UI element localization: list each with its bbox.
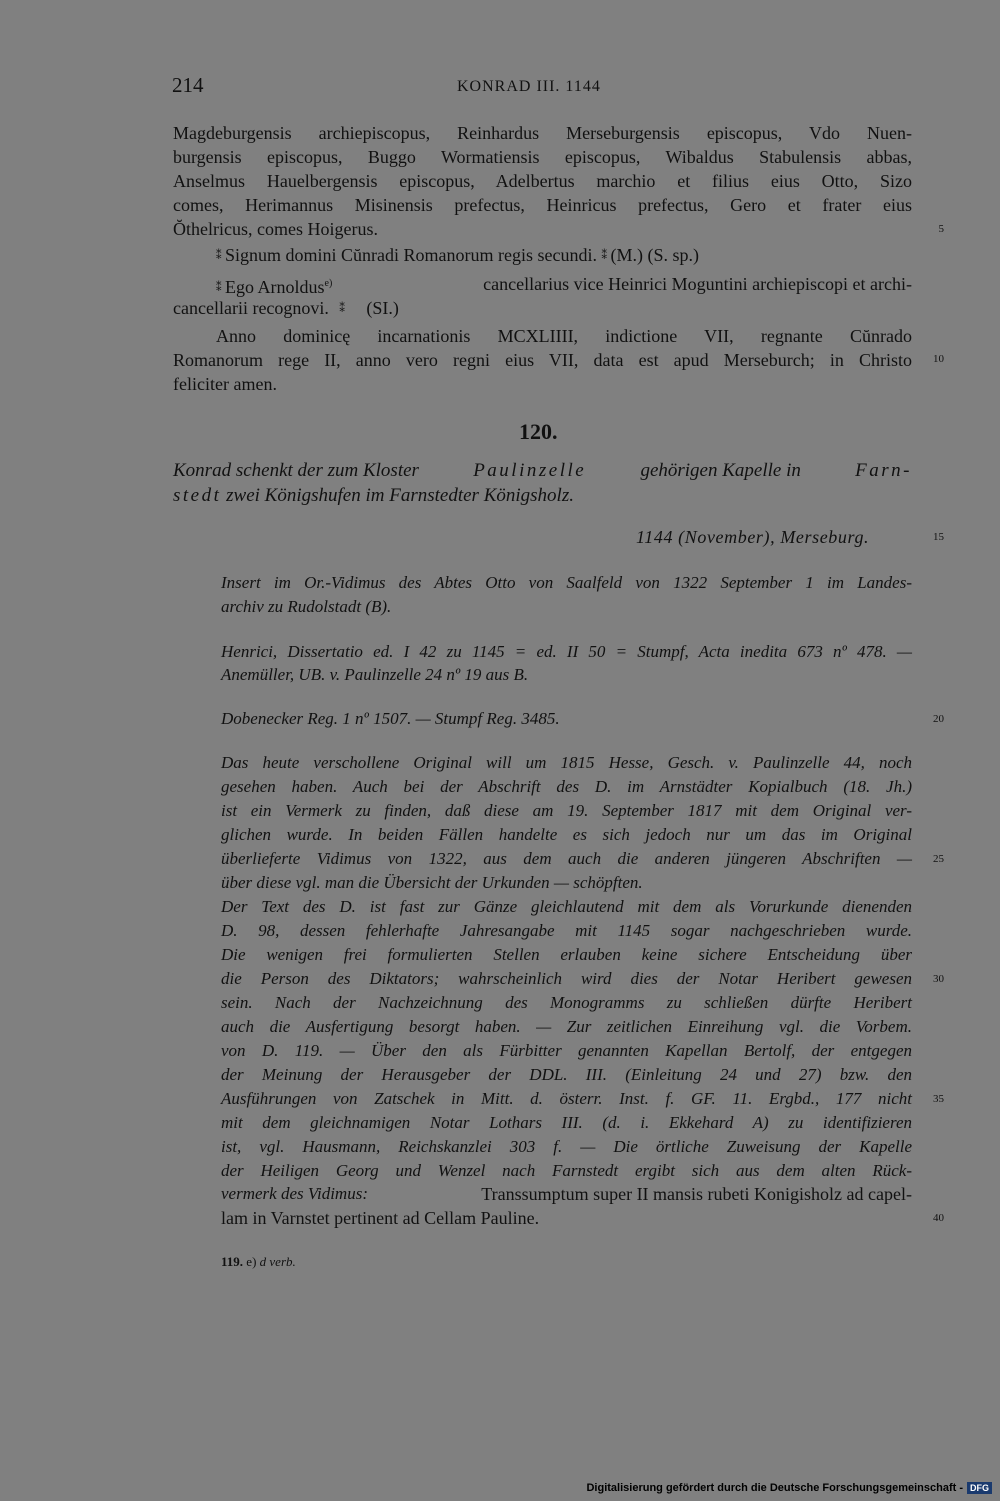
commentary-line: sein. Nach der Nachzeichnung des Monogramms zu schließen dürfte Heribert [221, 993, 912, 1012]
endorsement-label: vermerk des Vidimus: [221, 1184, 368, 1203]
regesta-line: Dobenecker Reg. 1 nº 1507. — Stumpf Reg. 3485. [221, 709, 560, 728]
commentary-line: überlieferte Vidimus von 1322, aus dem auch die anderen jüngeren Abschriften — [221, 849, 912, 868]
recognition-line [216, 273, 912, 299]
footnote-ref: 119. [221, 1254, 244, 1269]
dfg-logo-icon: DFG [967, 1482, 992, 1494]
line-number: 30 [933, 973, 944, 985]
date-place: 1144 (November), Merseburg. [636, 527, 870, 547]
transmission-line: archiv zu Rudolstadt (B). [221, 597, 392, 616]
recognition-start: Ego Arnoldus [225, 277, 325, 297]
line-number: 40 [933, 1212, 944, 1224]
commentary-line: gesehen haben. Auch bei der Abschrift des D. im Arnstädter Kopialbuch (18. Jh.) [221, 777, 912, 796]
regest-text: Konrad schenkt der zum Kloster [173, 460, 419, 481]
commentary-line: Der Text des D. ist fast zur Gänze gleichlautend mit dem als Vorurkunde dienenden [221, 897, 912, 916]
charter-number: 120. [519, 419, 558, 444]
cross-icon: ⁑ [216, 282, 221, 294]
commentary-line: ist ein Vermerk zu finden, daß diese am 19. September 1817 mit dem Original ver- [221, 801, 912, 820]
commentary-line: Ausführungen von Zatschek in Mitt. d. österr. Inst. f. GF. 11. Ergbd., 177 nicht [221, 1089, 912, 1108]
dating-line: Romanorum rege II, anno vero regni eius VII, data est apud Merseburch; in Christo [173, 350, 912, 370]
line-number: 25 [933, 853, 944, 865]
line-number: 5 [938, 223, 944, 235]
commentary-line: D. 98, dessen fehlerhafte Jahresangabe mit 1145 sogar nachgeschrieben wurde. [221, 921, 912, 940]
commentary-line: Die wenigen frei formulierten Stellen erlauben keine sichere Entscheidung über [221, 945, 912, 964]
commentary-line: der Meinung der Herausgeber der DDL. III. (Einleitung 24 und 27) bzw. den [221, 1065, 912, 1084]
regest-text: gehörigen Kapelle in [640, 460, 801, 481]
endorsement-line [221, 1183, 912, 1205]
endorsement-text: Transsumptum super II mansis rubeti Konigisholz ad capel- [481, 1184, 912, 1204]
regest-place: Paulinzelle [473, 460, 587, 481]
signum-line [216, 244, 699, 267]
regest-place: stedt [173, 485, 222, 506]
line-number: 35 [933, 1093, 944, 1105]
page-number: 214 [172, 73, 204, 97]
text-line: burgensis episcopus, Buggo Wormatiensis episcopus, Wibaldus Stabulensis abbas, [173, 147, 912, 167]
commentary-line: auch die Ausfertigung besorgt haben. — Zur zeitlichen Einreihung vgl. die Vorbem. [221, 1017, 912, 1036]
endorsement-line: lam in Varnstet pertinent ad Cellam Pauline. [221, 1208, 540, 1228]
commentary-line: der Heiligen Georg und Wenzel nach Farnstedt ergibt sich aus dem alten Rück- [221, 1161, 912, 1180]
commentary-line: ist, vgl. Hausmann, Reichskanzlei 303 f. — Die örtliche Zuweisung der Kapelle [221, 1137, 912, 1156]
commentary-line: Das heute verschollene Original will um 1815 Hesse, Gesch. v. Paulinzelle 44, noch [221, 753, 912, 772]
commentary-line: über diese vgl. man die Übersicht der Urkunden — schöpften. [221, 873, 643, 892]
footnote-mark: e) [324, 278, 333, 289]
cross-icon: ⁑ [601, 250, 606, 262]
commentary-line: von D. 119. — Über den als Fürbitter genannten Kapellan Bertolf, der entgegen [221, 1041, 912, 1060]
transmission-line: Insert im Or.-Vidimus des Abtes Otto von Saalfeld von 1322 September 1 im Landes- [221, 573, 912, 592]
commentary-line: glichen wurde. In beiden Fällen handelte es sich jedoch nur um das im Original [221, 825, 912, 844]
line-number: 10 [933, 353, 944, 365]
edition-line: Henrici, Dissertatio ed. I 42 zu 1145 = ed. II 50 = Stumpf, Acta inedita 673 nº 478. — [221, 642, 912, 661]
line-number: 15 [933, 531, 944, 543]
footer-text: Digitalisierung gefördert durch die Deutsche Forschungsgemeinschaft - [586, 1482, 963, 1494]
dating-line: Anno dominicę incarnationis MCXLIIII, indictione VII, regnante Cŭnrado [216, 326, 912, 346]
digitization-footer [586, 1482, 992, 1494]
recognition-tail: (SI.) [366, 298, 399, 318]
signum-tail: (M.) (S. sp.) [610, 245, 699, 265]
line-number: 20 [933, 713, 944, 725]
footnote-mark: e) [246, 1254, 257, 1269]
cross-icon: ⁑ [339, 303, 344, 315]
cross-icon: ⁑ [216, 250, 221, 262]
recognition-line [173, 297, 399, 320]
footnote-text: d verb. [259, 1254, 296, 1269]
regest-place: Farn- [855, 460, 912, 481]
regest-text: zwei Königshufen im Farnstedter Königsholz. [226, 485, 574, 506]
commentary-line: mit dem gleichnamigen Notar Lothars III. (d. i. Ekkehard A) zu identifizieren [221, 1113, 912, 1132]
text-line: Anselmus Hauelbergensis episcopus, Adelbertus marchio et filius eius Otto, Sizo [173, 171, 912, 191]
recognition-end: cancellarius vice Heinrici Moguntini archiepiscopi et archi- [483, 274, 912, 294]
text-line: Ŏthelricus, comes Hoigerus. [173, 219, 378, 239]
commentary-line: die Person des Diktators; wahrscheinlich wird dies der Notar Heribert gewesen [221, 969, 912, 988]
text-line: comes, Herimannus Misinensis prefectus, Heinricus prefectus, Gero et frater eius [173, 195, 912, 215]
regest-line [173, 485, 574, 507]
dating-line: feliciter amen. [173, 374, 277, 394]
text-line: Magdeburgensis archiepiscopus, Reinhardus Merseburgensis episcopus, Vdo Nuen- [173, 123, 912, 143]
recognition-text: cancellarii recognovi. [173, 298, 329, 318]
regest-line [173, 460, 912, 482]
signum-text: Signum domini Cŭnradi Romanorum regis secundi. [225, 245, 597, 265]
edition-line: Anemüller, UB. v. Paulinzelle 24 nº 19 aus B. [221, 665, 529, 684]
running-title: KONRAD III. 1144 [457, 78, 601, 95]
footnote [221, 1251, 296, 1273]
